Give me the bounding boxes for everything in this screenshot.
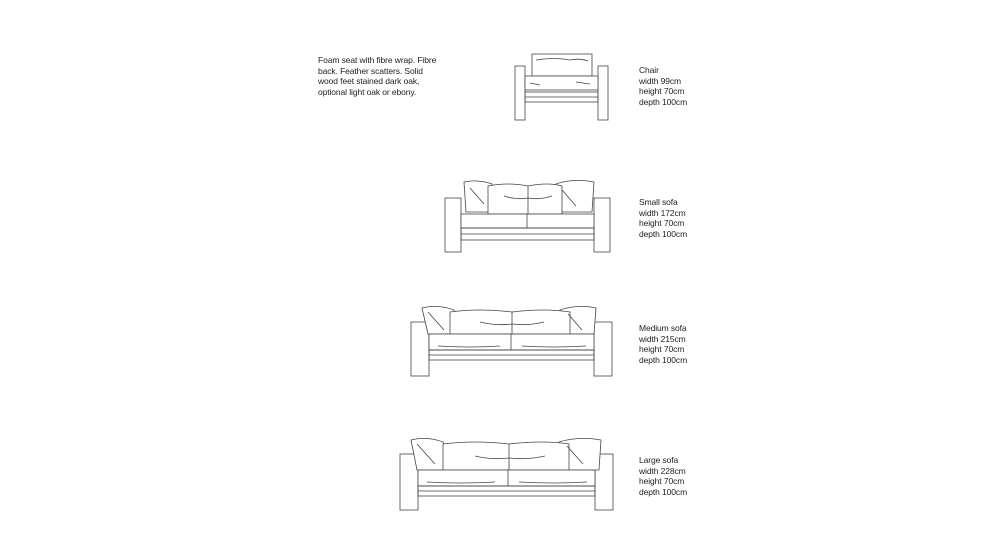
product-name: Large sofa [639, 455, 679, 465]
product-name: Medium sofa [639, 323, 687, 333]
product-depth: depth 100cm [639, 486, 688, 497]
product-depth: depth 100cm [639, 96, 688, 107]
product-depth: depth 100cm [639, 354, 688, 365]
small-sofa-spec [639, 197, 687, 239]
small-sofa-drawing [444, 178, 612, 256]
description-line: Foam seat with fibre wrap. Fibre [318, 55, 437, 65]
product-height: height 70cm [639, 86, 685, 96]
medium-sofa-spec [639, 323, 687, 365]
product-width: width 99cm [639, 75, 681, 86]
large-sofa-drawing [399, 436, 615, 514]
product-width: width 228cm [639, 465, 686, 476]
product-width: width 172cm [639, 207, 686, 218]
product-description [318, 55, 468, 97]
product-height: height 70cm [639, 476, 685, 486]
chair-drawing [514, 52, 610, 122]
product-height: height 70cm [639, 344, 685, 354]
description-line: optional light oak or ebony. [318, 86, 417, 97]
product-width: width 215cm [639, 333, 686, 344]
product-height: height 70cm [639, 218, 685, 228]
large-sofa-spec [639, 455, 687, 497]
product-depth: depth 100cm [639, 228, 688, 239]
description-line: wood feet stained dark oak, [318, 76, 420, 86]
product-name: Chair [639, 65, 659, 75]
chair-spec [639, 65, 687, 107]
product-name: Small sofa [639, 197, 678, 207]
description-line: back. Feather scatters. Solid [318, 65, 423, 76]
medium-sofa-drawing [410, 304, 614, 380]
